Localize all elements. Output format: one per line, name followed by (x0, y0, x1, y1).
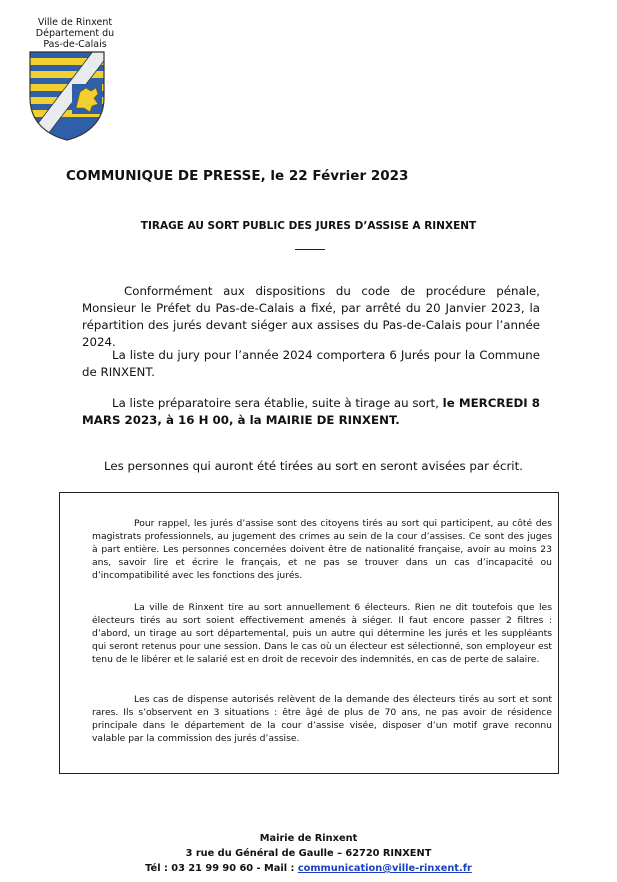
coat-of-arms-icon (28, 50, 106, 142)
footer-contact (0, 861, 617, 876)
paragraph-prefect-decision: Conformément aux dispositions du code de procédure pénale, Monsieur le Préfet du Pas-de-Calais a fixé, par arrêté du 20 Janvier 2023, la répartition des jurés devant siéger aux assises du Pas-de-Calais pour l’année 2024. (82, 284, 540, 349)
footer-email-link[interactable]: communication@ville-rinxent.fr (297, 863, 472, 874)
info-box-paragraph-jurors: Pour rappel, les jurés d’assise sont des citoyens tirés au sort qui participent, au côté des magistrats professionnels, au jugement des crimes au sein de la cour d’assises. Ce sont des juges à part entière. Les personnes concernées doivent être de nationalité française, avoir au moins 23 ans, savoir lire et écrire le français, et ne pas se trouver dans un cas d’incapacité ou d’incompatibilité avec les fonctions des jurés. (92, 518, 552, 582)
press-release-title: COMMUNIQUE DE PRESSE, le 22 Février 2023 (66, 168, 409, 184)
info-box (59, 492, 559, 774)
footer-town-hall: Mairie de Rinxent (259, 833, 358, 844)
department-label: Département du (35, 28, 115, 39)
footer-address: 3 rue du Général de Gaulle – 62720 RINXENT (185, 848, 432, 859)
paragraph-notification: Les personnes qui auront été tirées au sort en seront avisées par écrit. (104, 459, 523, 473)
town-name: Ville de Rinxent (37, 17, 113, 28)
footer-phone: Tél : 03 21 99 90 60 - Mail : (145, 863, 298, 874)
divider (295, 249, 325, 250)
paragraph-jury-count: La liste du jury pour l’année 2024 comportera 6 Jurés pour la Commune de RINXENT. (82, 348, 540, 379)
department-name: Pas-de-Calais (43, 39, 107, 50)
draw-date-emphasis: le MERCREDI 8 MARS 2023, à 16 H 00, à la MAIRIE DE RINXENT. (82, 396, 541, 427)
info-box-paragraph-selection: La ville de Rinxent tire au sort annuellement 6 électeurs. Rien ne dit toutefois que les électeurs tirés au sort soient effectivement amenés à siéger. Il faut encore passer 2 filtres : d’abord, un tirage au sort départemental, puis un autre qui détermine les jurés et les suppléants qui seront retenus pour une session. Dans le cas où un électeur est sélectionné, son employeur est tenu de le libérer et le salarié est en droit de recevoir des indemnités, en cas de perte de salaire. (92, 602, 552, 666)
paragraph-draw-date: La liste préparatoire sera établie, suite à tirage au sort, le MERCREDI 8 MARS 2023, à 16 H 00, à la MAIRIE DE RINXENT. (82, 396, 541, 427)
press-release-subject: TIRAGE AU SORT PUBLIC DES JURES D’ASSISE A RINXENT (140, 220, 477, 232)
info-box-paragraph-exemptions: Les cas de dispense autorisés relèvent de la demande des électeurs tirés au sort et sont rares. Ils s’observent en 3 situations : être âgé de plus de 70 ans, ne pas avoir de résidence principale dans le département de la cour d’assise visée, disposer d’un motif grave reconnu valable par la commission des jurés d’assise. (92, 694, 552, 745)
